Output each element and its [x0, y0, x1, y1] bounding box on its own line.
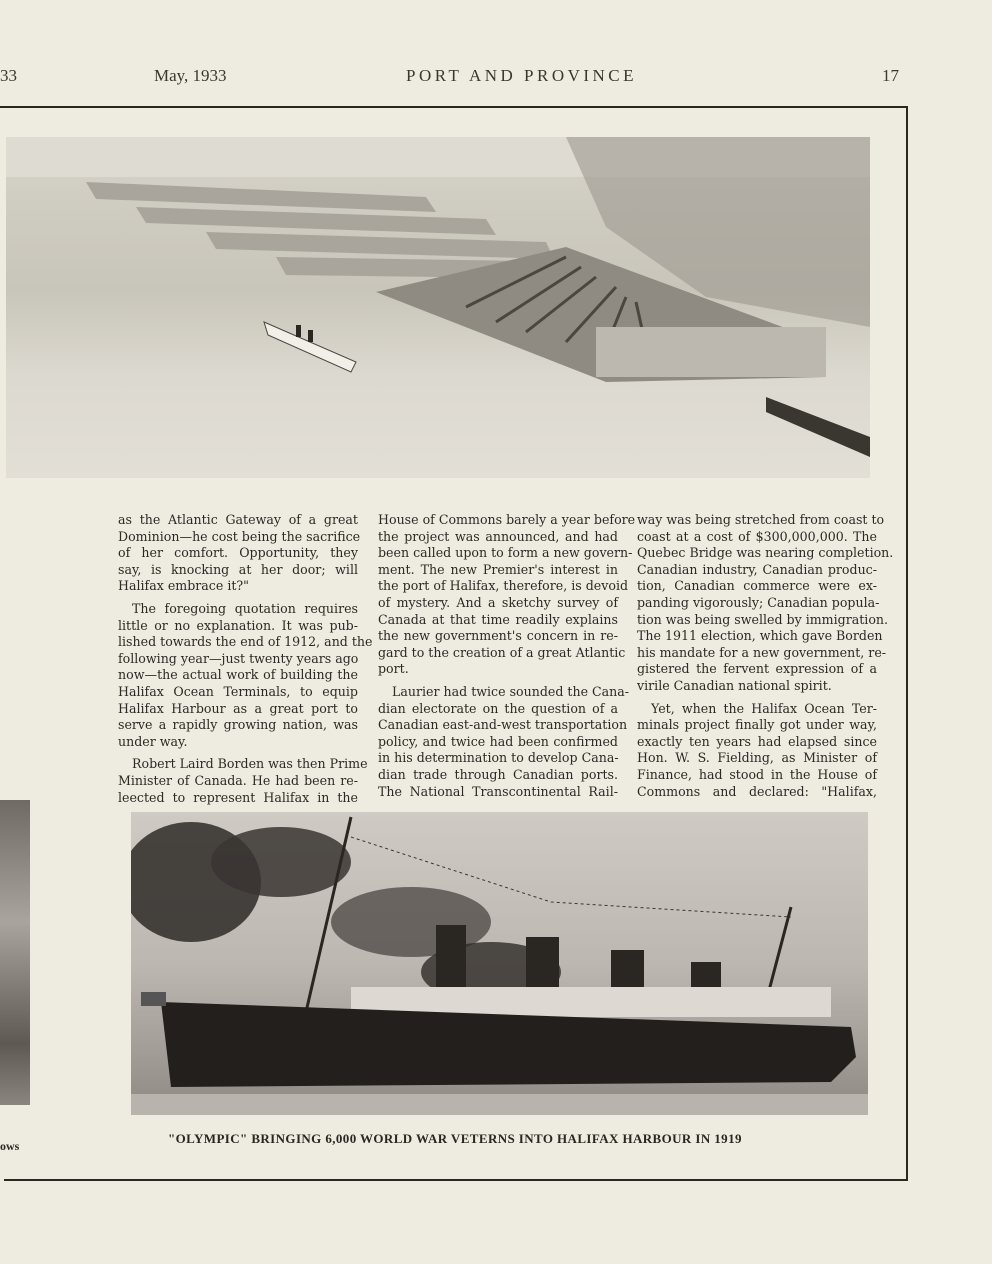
magazine-title: PORT AND PROVINCE	[406, 66, 638, 85]
article-column-1	[118, 512, 373, 812]
text-line: gistered the fervent expression of a	[637, 661, 877, 677]
text-line: say, is knocking at her door; will	[118, 561, 358, 577]
text-line: policy, and twice had been confirmed	[378, 733, 618, 749]
text-line: Canada at that time readily explains	[378, 611, 618, 627]
text-line: now—the actual work of building the	[118, 667, 358, 683]
left-page-number-fragment: 33	[0, 66, 17, 85]
text-line: House of Commons barely a year before	[378, 512, 636, 527]
text-line: leected to represent Halifax in the	[118, 789, 358, 805]
text-line: gard to the creation of a great Atlantic	[378, 644, 626, 660]
article-column-2	[378, 512, 636, 806]
paragraph	[378, 683, 630, 800]
harbour-terminals-illustration	[6, 137, 870, 478]
text-line: the new government's concern in re-	[378, 628, 618, 644]
article-column-3	[637, 512, 894, 806]
left-page-photo-fragment	[0, 800, 30, 1105]
text-line: exactly ten years had elapsed since	[637, 733, 877, 749]
text-line: tion was being swelled by immigration.	[637, 611, 889, 627]
text-line: Dominion—he cost being the sacrifice	[118, 528, 361, 544]
text-line: Finance, had stood in the House of	[637, 766, 877, 782]
text-line: Halifax Harbour as a great port to	[118, 700, 358, 716]
text-line: of mystery. And a sketchy survey of	[378, 594, 618, 610]
text-line: Quebec Bridge was nearing completion.	[637, 545, 894, 561]
text-line: of her comfort. Opportunity, they	[118, 545, 358, 561]
text-line: dian trade through Canadian ports.	[378, 766, 618, 782]
paragraph	[378, 512, 636, 678]
text-line: his mandate for a new government, re-	[637, 644, 887, 660]
issue-date: May, 1933	[154, 66, 227, 85]
text-line: as the Atlantic Gateway of a great	[118, 512, 358, 527]
paragraph	[118, 512, 361, 595]
text-line: virile Canadian national spirit.	[637, 677, 832, 693]
text-line: Halifax Ocean Terminals, to equip	[118, 683, 358, 699]
text-line: Commons and declared: "Halifax,	[637, 783, 877, 799]
text-line: tion, Canadian commerce were ex-	[637, 578, 877, 594]
text-line: under way.	[118, 733, 188, 749]
paragraph	[118, 600, 373, 750]
text-line: following year—just twenty years ago	[118, 650, 359, 666]
text-line: been called upon to form a new govern-	[378, 545, 633, 561]
text-line: Hon. W. S. Fielding, as Minister of	[637, 750, 877, 766]
text-line: in his determination to develop Cana-	[378, 750, 619, 766]
text-line: Laurier had twice sounded the Cana-	[392, 683, 630, 699]
text-line: little or no explanation. It was pub-	[118, 617, 358, 633]
text-line: coast at a cost of $300,000,000. The	[637, 528, 877, 544]
text-line: dian electorate on the question of a	[378, 700, 618, 716]
text-line: lished towards the end of 1912, and the	[118, 634, 373, 650]
text-line: ment. The new Premier's interest in	[378, 561, 618, 577]
text-line: The National Transcontinental Rail-	[378, 783, 618, 799]
text-line: the port of Halifax, therefore, is devoid	[378, 578, 629, 594]
paragraph	[637, 701, 877, 801]
olympic-ship-photo	[131, 812, 868, 1115]
text-line: The foregoing quotation requires	[132, 600, 358, 616]
left-page-caption-fragment: ows	[0, 1139, 20, 1153]
text-line: minals project finally got under way,	[637, 717, 877, 733]
text-line: the project was announced, and had	[378, 528, 618, 544]
text-line: serve a rapidly growing nation, was	[118, 717, 358, 733]
text-line: Canadian east-and-west transportation	[378, 717, 628, 733]
text-line: Robert Laird Borden was then Prime	[132, 756, 368, 772]
text-line: Minister of Canada. He had been re-	[118, 772, 358, 788]
paragraph	[118, 756, 368, 806]
text-line: port.	[378, 661, 409, 677]
text-line: Canadian industry, Canadian produc-	[637, 561, 877, 577]
text-line: Yet, when the Halifax Ocean Ter-	[651, 700, 877, 716]
text-line: Halifax embrace it?"	[118, 578, 249, 594]
page-number: 17	[882, 66, 899, 85]
text-line: way was being stretched from coast to	[637, 512, 885, 527]
photo-caption: "OLYMPIC" BRINGING 6,000 WORLD WAR VETERNS INTO HALIFAX HARBOUR IN 1919	[168, 1131, 742, 1146]
paragraph	[637, 512, 894, 695]
text-line: panding vigorously; Canadian popula-	[637, 594, 880, 610]
text-line: The 1911 election, which gave Borden	[637, 628, 883, 644]
